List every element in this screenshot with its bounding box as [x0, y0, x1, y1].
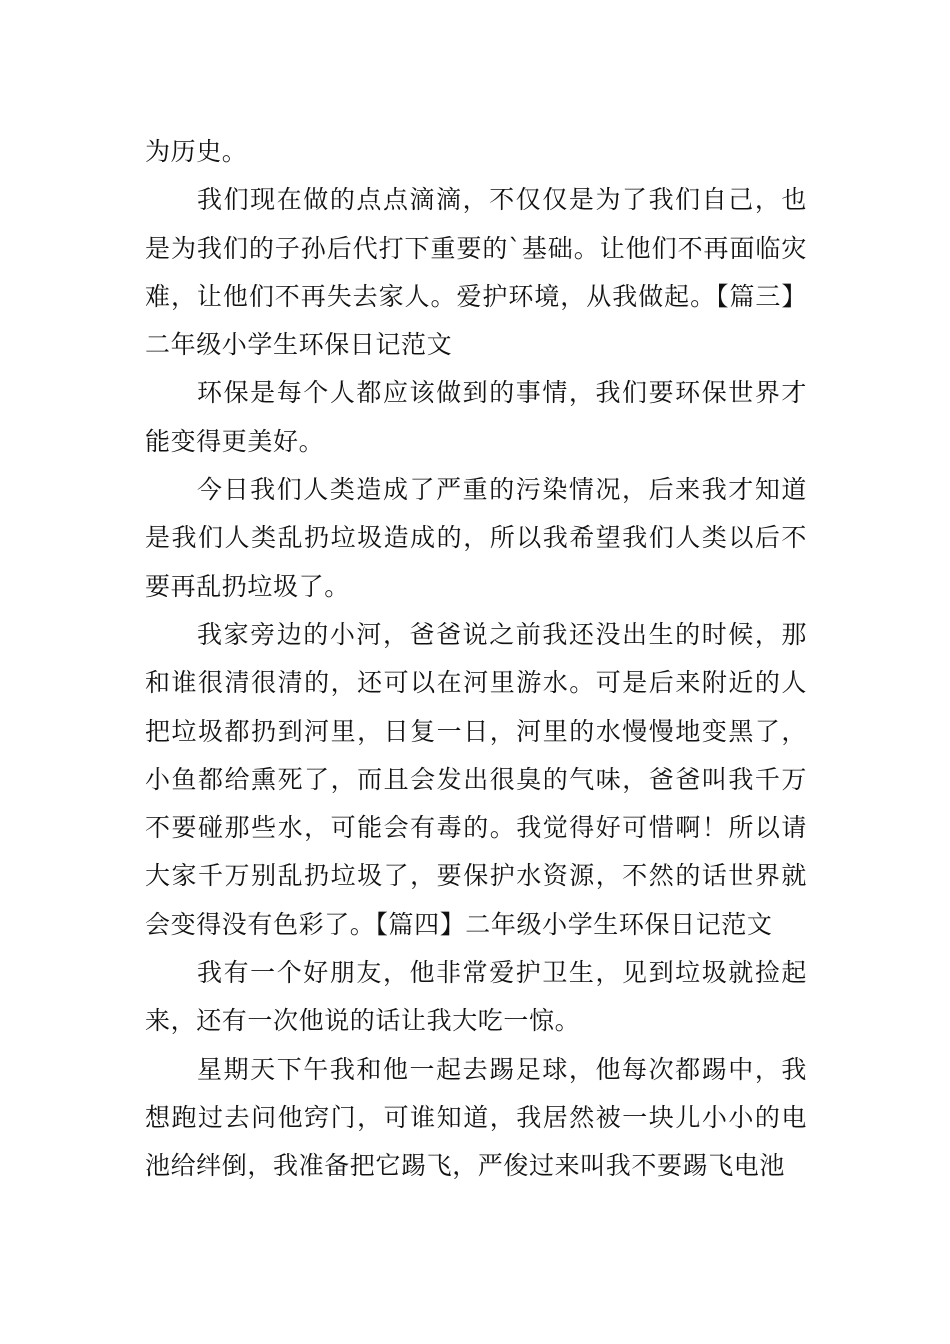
paragraph-1: 为历史。 [145, 137, 248, 166]
paragraph-3: 环保是每个人都应该做到的事情，我们要环保世界才能变得更美好。 [145, 378, 807, 456]
paragraph-4: 今日我们人类造成了严重的污染情况，后来我才知道是我们人类乱扔垃圾造成的，所以我希望我们人类以后不要再乱扔垃圾了。 [145, 475, 807, 601]
paragraph-2: 我们现在做的点点滴滴，不仅仅是为了我们自己，也是为我们的子孙后代打下重要的`基础。让他们不再面临灾难，让他们不再失去家人。爱护环境，从我做起。【篇三】二年级小学生环保日记范文 [145, 185, 807, 360]
paragraph-6: 我有一个好朋友，他非常爱护卫生，见到垃圾就捡起来，还有一次他说的话让我大吃一惊。 [145, 958, 807, 1036]
document-body [145, 128, 807, 1191]
paragraph-7: 星期天下午我和他一起去踢足球，他每次都踢中，我想跑过去问他窍门，可谁知道，我居然被一块儿小小的电池给绊倒，我准备把它踢飞，严俊过来叫我不要踢飞电池 [145, 1054, 807, 1181]
paragraph-5: 我家旁边的小河，爸爸说之前我还没出生的时候，那和谁很清很清的，还可以在河里游水。可是后来附近的人把垃圾都扔到河里，日复一日，河里的水慢慢地变黑了，小鱼都给熏死了，而且会发出很臭的气味，爸爸叫我千万不要碰那些水，可能会有毒的。我觉得好可惜啊！所以请大家千万别乱扔垃圾了，要保护水资源，不然的话世界就会变得没有色彩了。【篇四】二年级小学生环保日记范文 [145, 619, 807, 939]
